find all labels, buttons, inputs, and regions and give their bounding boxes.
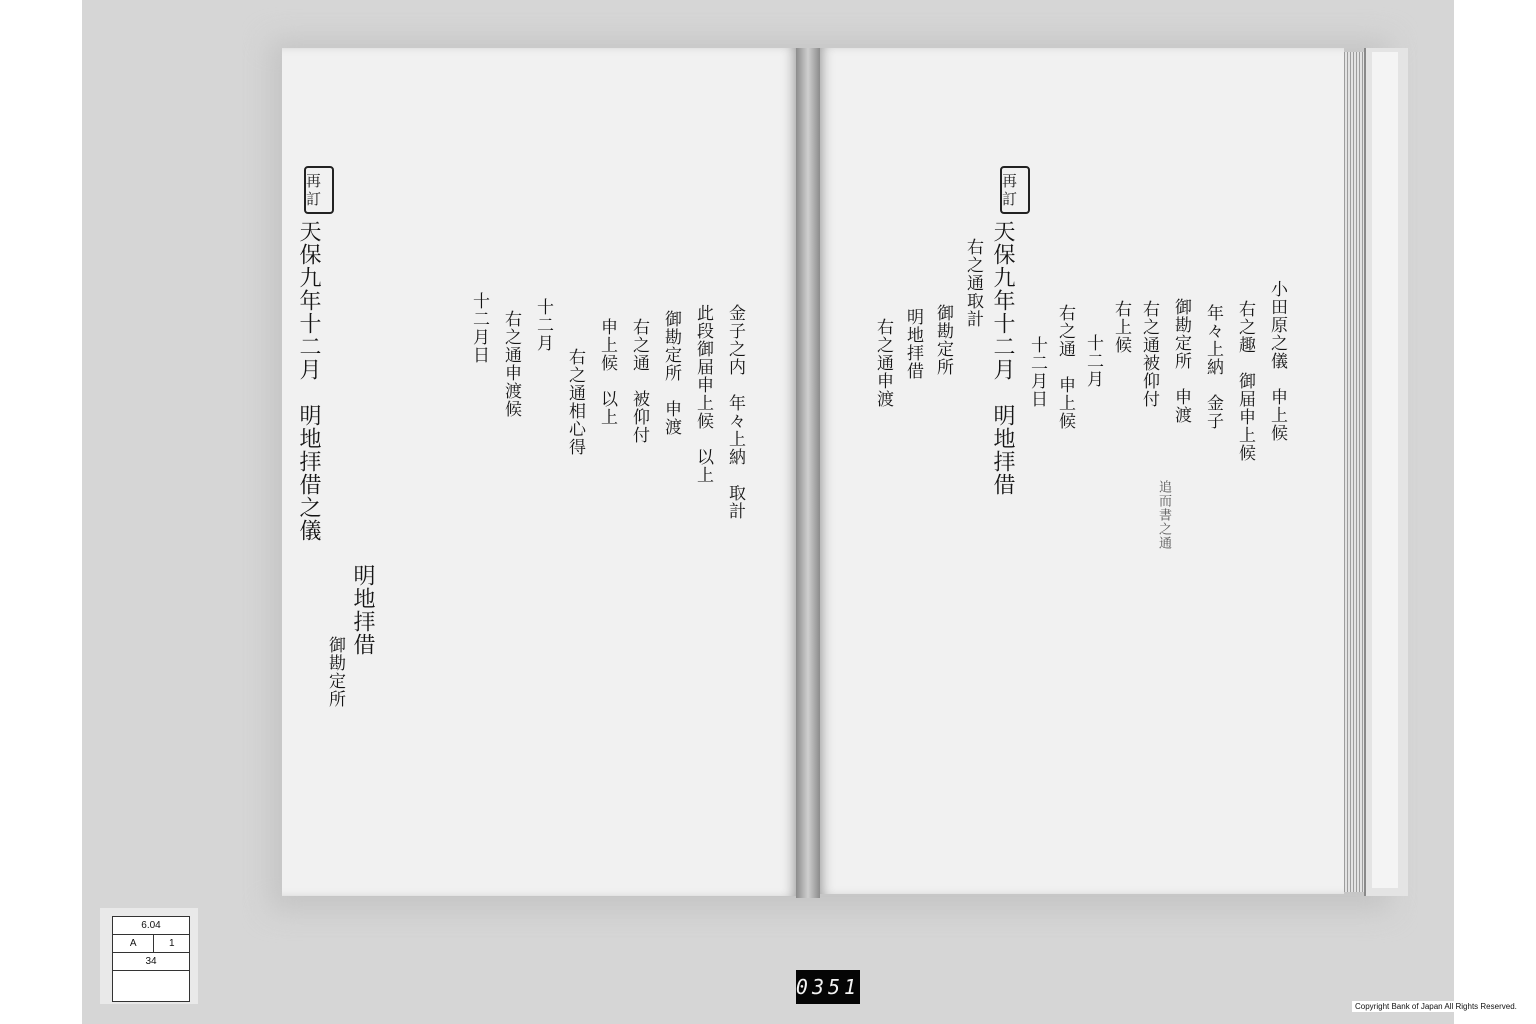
text-column: 右之通申渡 xyxy=(873,318,893,408)
text-column: 此段御届申上候 以上 xyxy=(693,304,713,484)
text-column: 十二月 xyxy=(1083,334,1103,388)
text-column: 右上候 xyxy=(1111,300,1131,354)
text-column: 御勘定所 申渡 xyxy=(661,310,681,436)
cover-edge xyxy=(1372,52,1398,888)
text-column: 十二月日 xyxy=(1027,336,1047,408)
text-column: 明地拝借 xyxy=(903,308,923,380)
catalog-line-2b: 1 xyxy=(154,935,190,953)
text-column: 天保九年十二月 明地拝借之儀 xyxy=(296,220,321,542)
text-column: 十二月 xyxy=(533,298,553,352)
text-column: 右之通相心得 xyxy=(565,348,585,456)
right-seal-stamp xyxy=(1000,166,1030,214)
book-gutter xyxy=(796,48,820,898)
text-column: 御勘定所 申渡 xyxy=(1171,298,1191,424)
text-column: 右之通 被仰付 xyxy=(629,318,649,444)
catalog-line-2a: A xyxy=(113,935,154,953)
page-edges xyxy=(1344,52,1364,892)
text-column: 御勘定所 xyxy=(325,636,345,708)
right-page xyxy=(820,48,1344,894)
text-column: 御勘定所 xyxy=(933,304,953,376)
catalog-blank-cell xyxy=(113,971,190,1002)
text-column: 金子之内 年々上納 取計 xyxy=(725,304,745,520)
text-column: 右之通取計 xyxy=(963,238,983,328)
text-column: 右之通 申上候 xyxy=(1055,304,1075,430)
copyright-notice: Copyright Bank of Japan All Rights Reserved. xyxy=(1352,1001,1520,1012)
left-seal-text: 再訂 xyxy=(306,172,322,208)
catalog-label xyxy=(112,916,190,1002)
frame-number: 0351 xyxy=(796,970,860,1004)
text-column: 右之通申渡候 xyxy=(501,310,521,418)
marginal-note: 追而書之通 xyxy=(1156,480,1171,550)
text-column: 天保九年十二月 明地拝借 xyxy=(990,220,1015,496)
text-column: 明地拝借 xyxy=(350,564,375,656)
left-page xyxy=(282,48,796,896)
text-column: 十二月日 xyxy=(469,292,489,364)
text-column: 年々上納 金子 xyxy=(1203,304,1223,430)
text-column: 申上候 以上 xyxy=(597,318,617,426)
text-column: 小田原之儀 申上候 xyxy=(1267,280,1287,442)
open-book xyxy=(282,48,1408,898)
catalog-line-3: 34 xyxy=(113,953,190,971)
text-column: 右之趣 御届申上候 xyxy=(1235,300,1255,462)
right-seal-text: 再訂 xyxy=(1002,172,1018,208)
catalog-line-1: 6.04 xyxy=(113,917,190,935)
left-seal-stamp xyxy=(304,166,334,214)
text-column: 右之通被仰付 xyxy=(1139,300,1159,408)
